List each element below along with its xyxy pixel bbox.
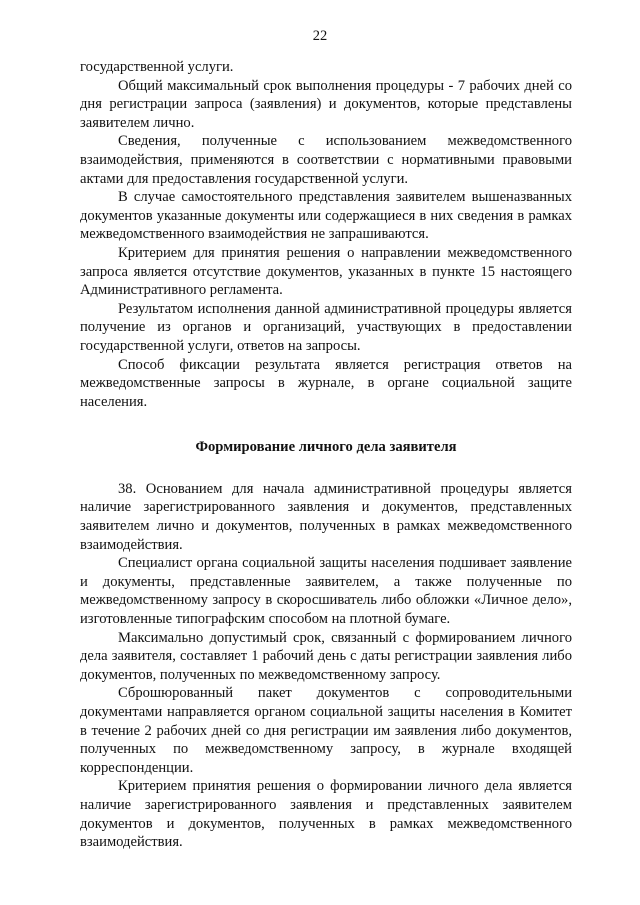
paragraph-procedure-result: Результатом исполнения данной административной процедуры является получение из органов и организаций, участвующих в предоставлении государственной услуги, ответов на запросы. (80, 300, 572, 354)
paragraph-specialist-filing: Специалист органа социальной защиты населения подшивает заявление и документы, представленные заявителем, а также полученные по межведомственному запросу в скоросшиватель либо обложки «Личное дело», изготовленные типографским способом на плотной бумаге. (80, 555, 572, 628)
section-heading: Формирование личного дела заявителя (195, 439, 457, 456)
paragraph-result-fixation: Способ фиксации результата является регистрация ответов на межведомственные запросы в журнале, в органе социальной защите населения. (80, 356, 572, 410)
paragraph-max-term: Максимально допустимый срок, связанный с формированием личного дела заявителя, составляет 1 рабочий день с даты регистрации заявления либо документов, полученных по межведомственному запросу. (80, 629, 572, 683)
paragraph-package-sending: Сброшюрованный пакет документов с сопроводительными документами направляется органом социальной защиты населения в Комитет в течение 2 рабочих дней со дня регистрации им заявления либо документов, полученных по межведомственному запросу, в журнале входящей корреспонденции. (80, 685, 572, 776)
paragraph-continuation: государственной услуги. (80, 59, 234, 75)
page-number: 22 (312, 28, 328, 44)
paragraph-self-submission: В случае самостоятельного представления заявителем вышеназванных документов указанные документы или содержащиеся в них сведения в рамках межведомственного взаимодействия не запрашиваются. (80, 189, 572, 243)
paragraph-item-38: 38. Основанием для начала административной процедуры является наличие зарегистрированного заявления и документов, представленных заявителем лично и документов, полученных в рамках межведомственного взаимодействия. (80, 480, 572, 553)
paragraph-procedure-term: Общий максимальный срок выполнения процедуры - 7 рабочих дней со дня регистрации запроса (заявления) и документов, которые представлены заявителем лично. (80, 77, 572, 131)
paragraph-request-criterion: Критерием для принятия решения о направлении межведомственного запроса является отсутствие документов, указанных в пункте 15 настоящего Административного регламента. (80, 244, 572, 299)
paragraph-interagency-data: Сведения, полученные с использованием межведомственного взаимодействия, применяются в соответствии с нормативными правовыми актами для предоставления государственной услуги. (80, 133, 572, 187)
paragraph-decision-criterion: Критерием принятия решения о формировании личного дела является наличие зарегистрированного заявления и представленных заявителем документов и документов, полученных в рамках межведомственного взаимодействия. (80, 778, 572, 851)
document-body (80, 58, 572, 852)
